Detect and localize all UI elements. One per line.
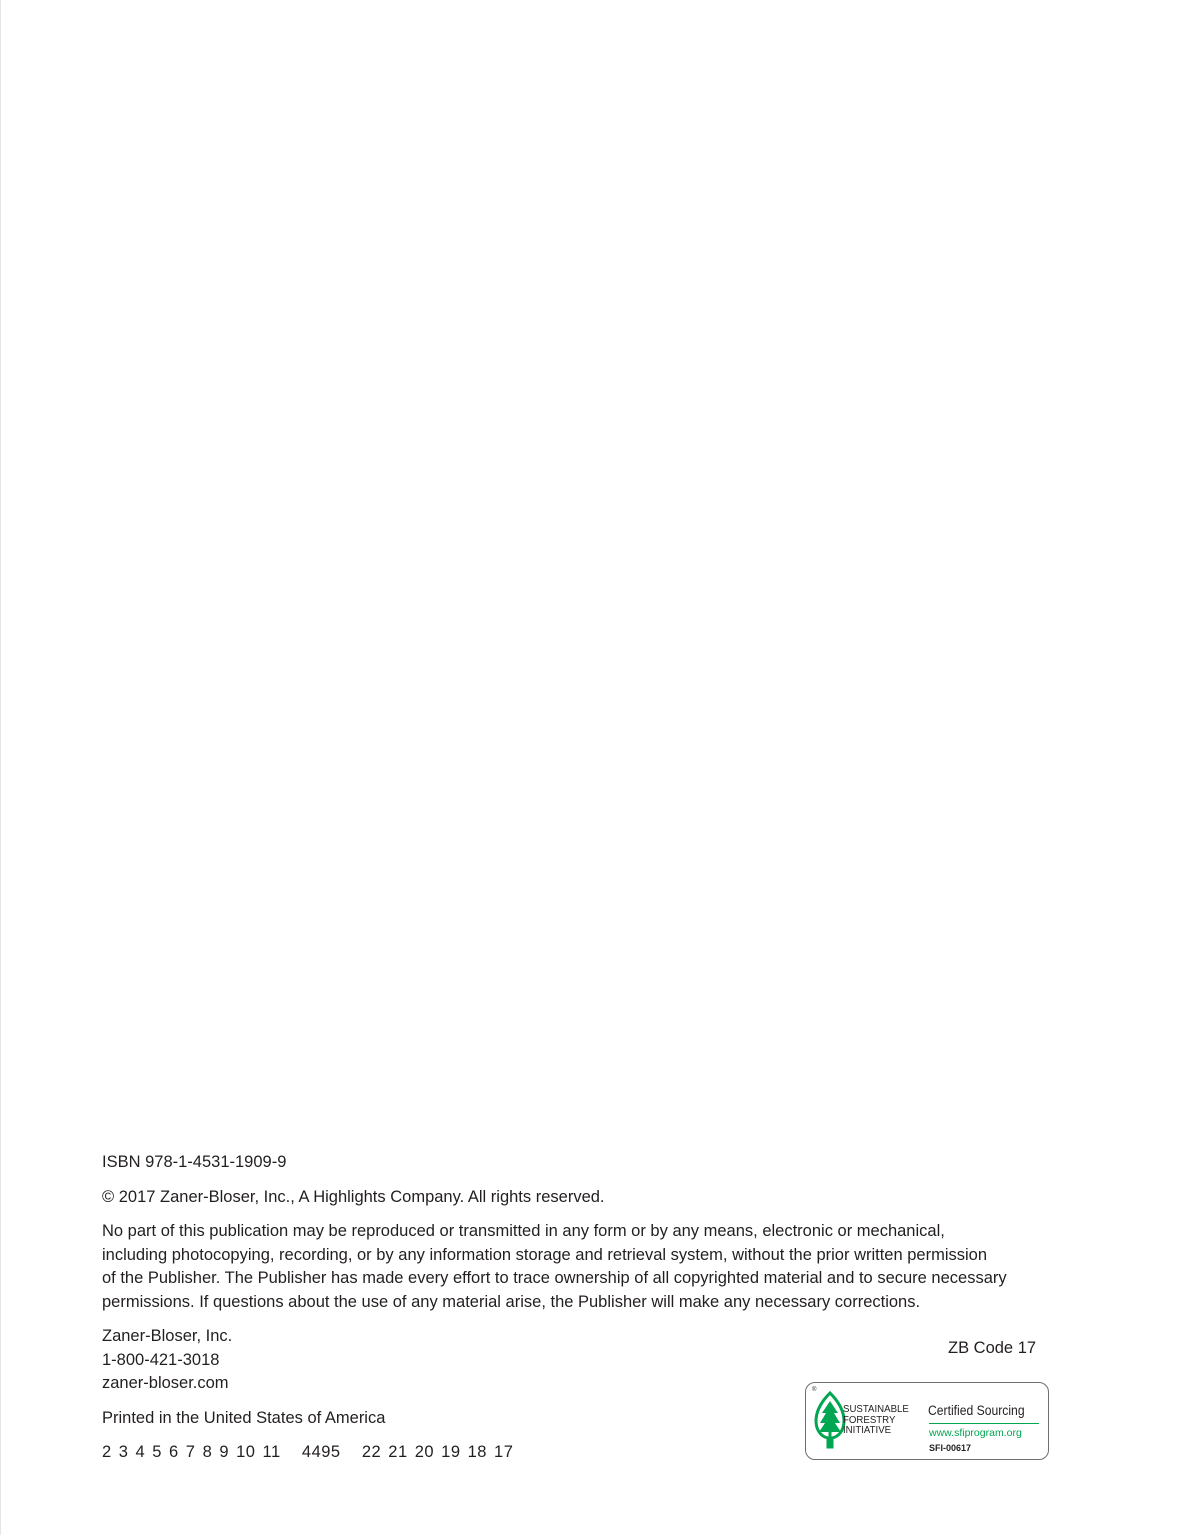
printed-in: Printed in the United States of America (102, 1408, 386, 1427)
rights-statement (102, 1220, 1082, 1314)
sfi-website: www.sfiprogram.org (929, 1427, 1022, 1439)
rights-line: permissions. If questions about the use of any material arise, the Publisher will make any necessary corrections. (102, 1292, 921, 1311)
sfi-org-line: INITIATIVE (843, 1424, 892, 1436)
page-edge (0, 0, 1, 1535)
sfi-org-line: FORESTRY (843, 1413, 896, 1426)
publisher-website: zaner-bloser.com (102, 1374, 229, 1392)
printer-line: 2 3 4 5 6 7 8 9 10 11 4495 22 21 20 19 18 17 (102, 1443, 514, 1461)
publisher-name: Zaner-Bloser, Inc. (102, 1327, 233, 1345)
sfi-code: SFI-00617 (929, 1443, 972, 1453)
rights-line: including photocopying, recording, or by any information storage and retrieval system, without the prior written permission (102, 1245, 988, 1264)
rights-line: No part of this publication may be reproduced or transmitted in any form or by any means, electronic or mechanical, (102, 1222, 945, 1240)
registered-mark: ® (812, 1387, 817, 1393)
sfi-organization-name (843, 1404, 909, 1436)
isbn: ISBN 978-1-4531-1909-9 (102, 1153, 287, 1171)
publisher-phone: 1-800-421-3018 (102, 1350, 220, 1369)
copyright-notice: © 2017 Zaner-Bloser, Inc., A Highlights Company. All rights reserved. (102, 1187, 605, 1206)
sfi-org-line: SUSTAINABLE (843, 1403, 909, 1415)
divider (929, 1423, 1039, 1424)
rights-line: of the Publisher. The Publisher has made every effort to trace ownership of all copyrighted material and to secure necessary (102, 1269, 1007, 1287)
zb-code: ZB Code 17 (948, 1339, 1037, 1357)
certified-sourcing-label: Certified Sourcing (928, 1403, 1025, 1418)
sfi-certification-badge (805, 1382, 1049, 1460)
